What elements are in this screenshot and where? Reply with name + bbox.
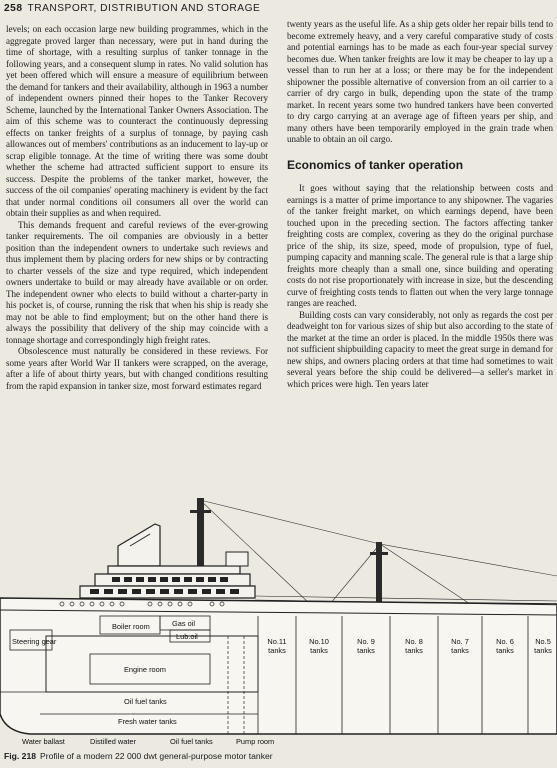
- label-lub-oil: Lub.oil: [176, 632, 198, 641]
- label-pump-room: Pump room: [236, 737, 275, 746]
- paragraph: levels; on each occasion large new building programmes, which in the aggregate proved larger than necessary, were put in hand during the time of shortage, with a resulting surplus of tanker tonnage in the following years, and a consequent slump in rates. No valid solution has yet been offered which will ensure a measure of equilibrium between the demand for tankers and their availability, although in 1963 a number of independent owners pinned their hopes to the Tanker Recovery Scheme, launched by the International Tanker Owners Association. The aim of this scheme was to counteract the continuously depressing effects on tanker freights of a surplus of tonnage, by paying cash allowances out of members' contributions as an inducement to lay-up or scrap eligible tonnage. At the time of writing there was some doubt whether the scheme had attracted sufficient support to ensure its success. Despite the problems of the tanker market, however, the success of the oil companies' operating machinery is evident by the fact that under normal conditions oil consumers all over the world can obtain their supplies as and when required.: [6, 24, 268, 218]
- tank-8-number: No. 8: [405, 637, 423, 646]
- tank-8-word: tanks: [405, 646, 423, 655]
- tank-5-word: tanks: [534, 646, 552, 655]
- paragraph: This demands frequent and careful reviews of the ever-growing tanker requirements. The oil companies are obviously in a better position than the independent owners to undertake such reviews and thus implement them by placing orders for new ships or by contracting to charter vessels of the size and type required, which independent owners undertake to build or may already have available or on order. The independent owner who elects to build without a charter-party in his pocket is, of course, running the risk that when his ship is ready she may not be able to find employment; but on the other hand there is always the possibility that delivery of the ship may coincide with a tonnage shortage and correspondingly high freight rates.: [6, 219, 268, 345]
- running-head: [4, 3, 260, 14]
- hull: [0, 596, 557, 734]
- running-title: TRANSPORT, DISTRIBUTION AND STORAGE: [27, 3, 261, 14]
- tank-6-number: No. 6: [496, 637, 514, 646]
- tank-10-number: No.10: [309, 637, 329, 646]
- label-steering-gear: Steering gear: [12, 637, 57, 646]
- label-water-ballast: Water ballast: [22, 737, 65, 746]
- left-column: [6, 24, 268, 392]
- label-gas-oil: Gas oil: [172, 619, 196, 628]
- tank-7-number: No. 7: [451, 637, 469, 646]
- tank-6-word: tanks: [496, 646, 514, 655]
- label-oil-fuel-tanks-lower: Oil fuel tanks: [170, 737, 213, 746]
- page-number: 258: [4, 3, 23, 14]
- tank-11-word: tanks: [268, 646, 286, 655]
- label-engine-room: Engine room: [124, 665, 166, 674]
- paragraph: Obsolescence must naturally be considered in these reviews. For some years after World War II tankers were scrapped, on the average, after a life of about thirty years, but with changed conditions resulting from the rapid expansion in tanker size, most forward estimates regard: [6, 346, 268, 391]
- label-oil-fuel-tanks-upper: Oil fuel tanks: [124, 697, 167, 706]
- tanker-profile-drawing: [0, 486, 557, 748]
- paragraph: It goes without saying that the relationship between costs and earnings is a matter of prime importance to any shipowner. The vagaries of the tanker freight market, on which earnings depend, have been touched upon in the preceding section. The factors affecting tanker freighting costs are complex, covering as they do the original purchase price of the ship, its size, speed, mode of propulsion, type of fuel, pumping capacity and manning scale. The general rule is that a large ship freights more cheaply than a small one, since building and operating costs do not rise proportionately with increase in size, but the descending curve of freighting costs tends to flatten out when the very large tonnage ranges are reached.: [287, 183, 553, 308]
- paragraph: twenty years as the useful life. As a ship gets older her repair bills tend to become extremely heavy, and a very careful comparative study of costs and potential earnings has to be made as each four-year special survey becomes due. When tanker freights are low it may be cheaper to lay up a vessel than to run her at a loss; or there may be for the independent shipowner the possible alternative of conversion from an oil carrier to a carrier of dry cargo in bulk, depending upon the state of the tramp market. In recent years some two hundred tankers have been converted to dry cargo carrying at an average age of fifteen years per ship, and many others have been temporarily employed in the grain trade when unable to obtain an oil cargo.: [287, 19, 553, 144]
- tank-7-word: tanks: [451, 646, 469, 655]
- label-boiler-room: Boiler room: [112, 622, 150, 631]
- tank-5-number: No.5: [535, 637, 551, 646]
- tank-9-number: No. 9: [357, 637, 375, 646]
- figure-caption: [4, 751, 273, 761]
- label-distilled-water: Distilled water: [90, 737, 137, 746]
- tank-11-number: No.11: [267, 637, 287, 646]
- figure-number: Fig. 218: [4, 751, 36, 761]
- tank-9-word: tanks: [357, 646, 375, 655]
- paragraph: Building costs can vary considerably, not only as regards the cost per deadweight ton for various sizes of ship but also according to the state of the market at the time an order is placed. In the middle 1950s there was not sufficient shipbuilding capacity to meet the great surge in demand for new ships, and owners placing orders at that time had sometimes to wait several years before the ship could be delivered—a seller's market in which prices were high. Ten years later: [287, 309, 553, 389]
- right-column: [287, 19, 553, 390]
- figure-caption-text: Profile of a modern 22 000 dwt general-purpose motor tanker: [40, 751, 273, 761]
- label-fresh-water-tanks: Fresh water tanks: [118, 717, 177, 726]
- tanker-profile-figure: [0, 486, 557, 748]
- tank-10-word: tanks: [310, 646, 328, 655]
- section-heading: Economics of tanker operation: [287, 157, 464, 172]
